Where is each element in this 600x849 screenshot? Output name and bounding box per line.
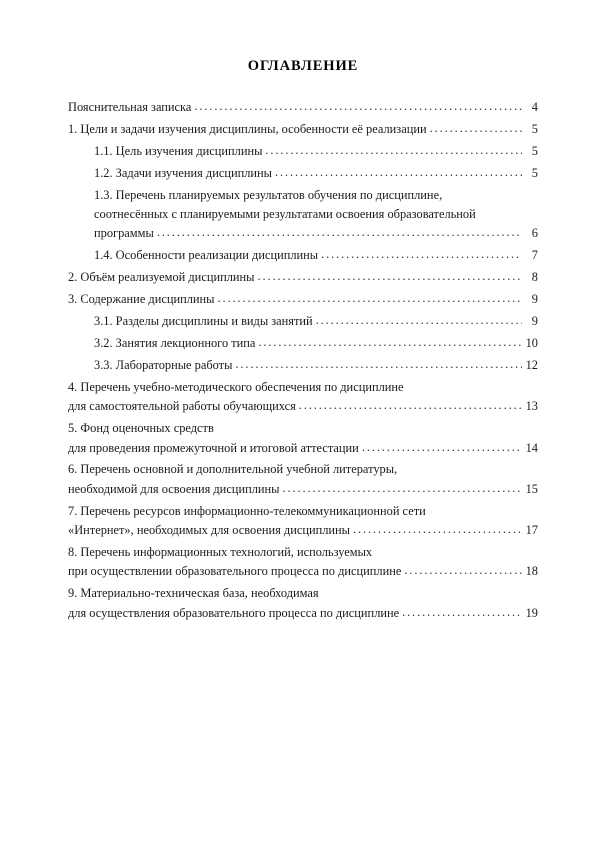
toc-entry[interactable] xyxy=(68,505,538,537)
toc-entry-line xyxy=(68,101,538,113)
toc-entry[interactable] xyxy=(68,587,538,619)
toc-entry-label: для осуществления образовательного процесса по дисциплине xyxy=(68,605,400,620)
toc-entry-label: программы xyxy=(94,226,154,241)
toc-page-number: 7 xyxy=(531,248,538,263)
toc-entry-line xyxy=(94,227,538,239)
toc-leader-dots xyxy=(353,523,522,535)
toc-entry-line xyxy=(68,524,538,536)
toc-entry-line xyxy=(94,315,538,327)
toc-entry[interactable] xyxy=(68,249,538,261)
toc-page-number: 5 xyxy=(531,165,538,180)
toc-entry-line xyxy=(68,505,538,517)
toc-entry-line xyxy=(68,565,538,577)
toc-entry-label: 1.3. Перечень планируемых результатов обучения по дисциплине, xyxy=(94,187,443,202)
toc-entry-label: 9. Материально-техническая база, необходимая xyxy=(68,586,319,601)
toc-entry[interactable] xyxy=(68,101,538,113)
toc-page-number: 9 xyxy=(531,314,538,329)
toc-leader-dots xyxy=(430,122,522,134)
toc-entry-label: 3.1. Разделы дисциплины и виды занятий xyxy=(94,314,313,329)
toc-page-number: 18 xyxy=(525,564,538,579)
toc-entry-line xyxy=(94,208,538,220)
toc-entry-line xyxy=(68,546,538,558)
toc-entry[interactable] xyxy=(68,381,538,413)
toc-leader-dots xyxy=(321,248,522,260)
toc-leader-dots xyxy=(402,606,522,618)
toc-entry-line xyxy=(94,359,538,371)
toc-entry[interactable] xyxy=(68,293,538,305)
toc-entry[interactable] xyxy=(68,167,538,179)
toc-leader-dots xyxy=(194,100,522,112)
toc-entry-label: 1.2. Задачи изучения дисциплины xyxy=(94,165,273,180)
toc-entry-line xyxy=(94,167,538,179)
toc-entry-label: для проведения промежуточной и итоговой аттестации xyxy=(68,440,359,455)
toc-leader-dots xyxy=(362,441,522,453)
toc-page-number: 14 xyxy=(525,440,538,455)
toc-leader-dots xyxy=(275,166,522,178)
toc-entry[interactable] xyxy=(68,189,538,240)
toc-entry-label: «Интернет», необходимых для освоения дисциплины xyxy=(68,523,350,538)
toc-page-number: 6 xyxy=(531,226,538,241)
toc-leader-dots xyxy=(299,399,522,411)
toc-page-number: 13 xyxy=(525,399,538,414)
toc-entry-line xyxy=(68,607,538,619)
toc-leader-dots xyxy=(235,358,522,370)
toc-entry-label: 4. Перечень учебно-методического обеспечения по дисциплине xyxy=(68,379,404,394)
toc-entry-line xyxy=(68,483,538,495)
toc-leader-dots xyxy=(316,314,522,326)
toc-entry-label: 3. Содержание дисциплины xyxy=(68,292,215,307)
toc-entry[interactable] xyxy=(68,359,538,371)
toc-entry-label: 7. Перечень ресурсов информационно-телекоммуникационной сети xyxy=(68,503,426,518)
toc-entry-line xyxy=(68,123,538,135)
toc-page-number: 5 xyxy=(531,121,538,136)
toc-entry-line xyxy=(68,442,538,454)
toc-entry-label: для самостоятельной работы обучающихся xyxy=(68,399,296,414)
toc-leader-dots xyxy=(282,482,522,494)
toc-entry-line xyxy=(68,381,538,393)
toc-entry[interactable] xyxy=(68,145,538,157)
toc-page-number: 9 xyxy=(531,292,538,307)
toc-page-number: 19 xyxy=(525,605,538,620)
toc-entry-line xyxy=(94,337,538,349)
toc-entry-label: 1.1. Цель изучения дисциплины xyxy=(94,143,263,158)
toc-entry[interactable] xyxy=(68,463,538,495)
toc-leader-dots xyxy=(258,336,522,348)
toc-entry-label: 3.2. Занятия лекционного типа xyxy=(94,335,256,350)
toc-entry[interactable] xyxy=(68,271,538,283)
toc-entry[interactable] xyxy=(68,546,538,578)
toc-leader-dots xyxy=(257,270,522,282)
toc-leader-dots xyxy=(265,144,522,156)
toc-entry[interactable] xyxy=(68,123,538,135)
toc-entry[interactable] xyxy=(68,337,538,349)
toc-page-number: 15 xyxy=(525,481,538,496)
table-of-contents xyxy=(68,101,538,619)
toc-entry-line xyxy=(94,145,538,157)
toc-leader-dots xyxy=(157,226,522,238)
toc-entry[interactable] xyxy=(68,422,538,454)
toc-entry-line xyxy=(68,271,538,283)
toc-entry[interactable] xyxy=(68,315,538,327)
toc-leader-dots xyxy=(218,292,522,304)
toc-entry-label: 5. Фонд оценочных средств xyxy=(68,421,214,436)
toc-page-number: 8 xyxy=(531,270,538,285)
page-title: ОГЛАВЛЕНИЕ xyxy=(247,58,359,74)
toc-entry-label: соотнесённых с планируемыми результатами освоения образовательной xyxy=(94,207,476,222)
toc-entry-line xyxy=(68,400,538,412)
toc-entry-label: 1. Цели и задачи изучения дисциплины, особенности её реализации xyxy=(68,121,427,136)
toc-page-number: 5 xyxy=(531,143,538,158)
toc-entry-line xyxy=(68,293,538,305)
toc-page-number: 4 xyxy=(531,100,538,114)
toc-page-number: 12 xyxy=(525,357,538,372)
toc-entry-label: 1.4. Особенности реализации дисциплины xyxy=(94,248,319,263)
toc-entry-label: 3.3. Лабораторные работы xyxy=(94,357,233,372)
toc-entry-label: необходимой для освоения дисциплины xyxy=(68,481,280,496)
toc-entry-label: при осуществлении образовательного процесса по дисциплине xyxy=(68,564,402,579)
toc-page-number: 10 xyxy=(525,335,538,350)
toc-entry-label: 8. Перечень информационных технологий, используемых xyxy=(68,545,373,560)
toc-entry-line xyxy=(68,422,538,434)
toc-entry-line xyxy=(94,249,538,261)
toc-page-number: 17 xyxy=(525,523,538,538)
toc-entry-line xyxy=(94,189,538,201)
toc-leader-dots xyxy=(404,564,522,576)
toc-entry-line xyxy=(68,463,538,475)
toc-entry-label: 2. Объём реализуемой дисциплины xyxy=(68,270,255,285)
toc-entry-line xyxy=(68,587,538,599)
toc-entry-label: 6. Перечень основной и дополнительной учебной литературы, xyxy=(68,462,398,477)
toc-entry-label: Пояснительная записка xyxy=(68,100,192,114)
